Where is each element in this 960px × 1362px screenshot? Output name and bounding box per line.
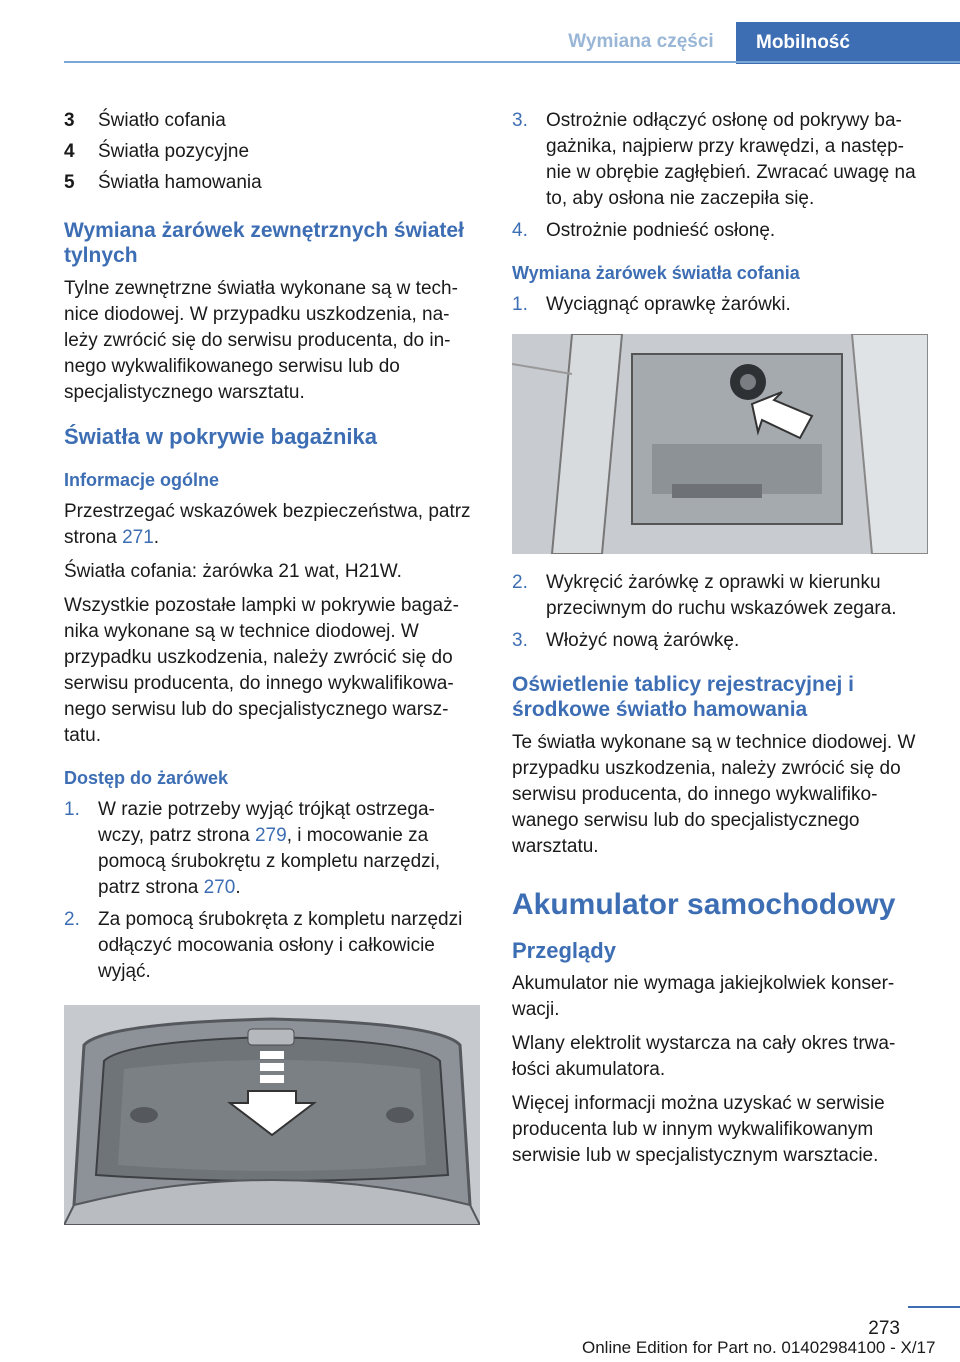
heading-trunk-lights: Światła w pokrywie bagażnika bbox=[64, 424, 377, 449]
legend-text: Światło cofania bbox=[98, 110, 226, 131]
header-rule bbox=[64, 61, 960, 63]
paragraph-inspection-3: Więcej informacji można uzyskać w serwisie producenta lub w innym wykwalifikowanym serwisie lub w specjalistycznym warsztacie. bbox=[512, 1093, 885, 1166]
step-number: 1. bbox=[512, 294, 528, 315]
step-item bbox=[512, 570, 928, 622]
paragraph-other-lamps: Wszystkie pozostałe lampki w pokrywie bagaż‐nika wykonane są w technice diodowej. W przypadku uszkodzenia, należy zwrócić się do serwisu producenta, do innego wykwalifikowa‐nego serwisu lub do specjalistycznego warsz‐tatu. bbox=[64, 595, 459, 746]
legend-item bbox=[64, 170, 480, 196]
step-text bbox=[98, 797, 480, 901]
step-item bbox=[512, 108, 928, 212]
step-text: Włożyć nową żarówkę. bbox=[546, 630, 740, 651]
heading-license-plate: Oświetlenie tablicy rejestracyjnej i środkowe światło hamowania bbox=[512, 673, 854, 721]
paragraph-reverse-bulb: Światła cofania: żarówka 21 wat, H21W. bbox=[64, 561, 402, 582]
bulb-holder-illustration bbox=[512, 334, 928, 554]
step-number: 3. bbox=[512, 110, 528, 131]
heading-rear-lights: Wymiana żarówek zewnętrznych świateł tylnych bbox=[64, 219, 464, 267]
paragraph-inspection-2: Wlany elektrolit wystarcza na cały okres trwa‐łości akumulatora. bbox=[512, 1033, 896, 1080]
page-number: 273 bbox=[868, 1318, 900, 1339]
legend-number: 4 bbox=[64, 141, 75, 162]
step-text-part: . bbox=[235, 877, 241, 898]
safety-end: . bbox=[153, 527, 160, 548]
legend-item bbox=[64, 108, 480, 134]
legend-text: Światła pozycyjne bbox=[98, 141, 250, 162]
bulb-holder-drawing bbox=[512, 334, 928, 554]
paragraph-inspection-1: Akumulator nie wymaga jakiejkolwiek konser‐wacji. bbox=[512, 973, 895, 1020]
paragraph-safety bbox=[64, 499, 480, 551]
legend-number: 5 bbox=[64, 172, 75, 193]
trunk-lid-illustration bbox=[64, 1005, 480, 1225]
step-text: Ostrożnie odłączyć osłonę od pokrywy ba‐gażnika, najpierw przy krawędzi, a następ‐nie w obrębie zagłębień. Zwracać uwagę na to, aby osłona nie zaczepiła się. bbox=[546, 110, 916, 209]
heading-general-info: Informacje ogólne bbox=[64, 470, 220, 490]
legend-number: 3 bbox=[64, 110, 75, 131]
header-chapter-tab: Mobilność bbox=[736, 22, 960, 64]
step-number: 3. bbox=[512, 630, 528, 651]
page-link-279[interactable]: 279 bbox=[254, 825, 287, 846]
heading-inspections: Przeglądy bbox=[512, 938, 616, 963]
step-item bbox=[64, 907, 480, 985]
step-item bbox=[64, 797, 480, 901]
trunk-lid-drawing bbox=[64, 1005, 480, 1225]
header-section-title: Wymiana części bbox=[568, 31, 714, 52]
heading-bulb-access: Dostęp do żarówek bbox=[64, 768, 229, 788]
footer-rule bbox=[908, 1306, 960, 1308]
step-text: Wykręcić żarówkę z oprawki w kierunku przeciwnym do ruchu wskazówek zegara. bbox=[546, 572, 897, 619]
step-text: Wyciągnąć oprawkę żarówki. bbox=[546, 294, 791, 315]
step-item bbox=[512, 292, 928, 318]
paragraph-license-plate: Te światła wykonane są w technice diodowej. W przypadku uszkodzenia, należy zwrócić się do serwisu producenta, do innego wykwalifiko‐wanego serwisu lub do specjalistycznego warsztatu. bbox=[512, 732, 916, 857]
step-text-part: , i mocowanie za pomocą śrubokrętu z kompletu narzędzi, patrz strona bbox=[98, 825, 441, 898]
step-number: 4. bbox=[512, 220, 528, 241]
left-column bbox=[64, 108, 480, 1239]
step-text: Ostrożnie podnieść osłonę. bbox=[546, 220, 776, 241]
legend-text: Światła hamowania bbox=[98, 172, 262, 193]
legend-list bbox=[64, 108, 480, 196]
page-link-271[interactable]: 271 bbox=[122, 527, 154, 548]
step-number: 2. bbox=[64, 909, 80, 930]
heading-reverse-bulb-replace: Wymiana żarówek światła cofania bbox=[512, 263, 800, 283]
heading-battery: Akumulator samochodowy bbox=[512, 888, 896, 921]
paragraph-rear-lights: Tylne zewnętrzne światła wykonane są w tech‐nice diodowej. W przypadku uszkodzenia, na‐leży zwrócić się do serwisu producenta, do in‐nego wykwalifikowanego serwisu lub do specjalistycznego warsztatu. bbox=[64, 278, 458, 403]
right-column bbox=[512, 108, 928, 1177]
step-number: 2. bbox=[512, 572, 528, 593]
safety-text: Przestrzegać wskazówek bezpieczeństwa, patrz strona bbox=[64, 501, 471, 548]
step-item bbox=[512, 628, 928, 654]
step-item bbox=[512, 218, 928, 244]
step-text: Za pomocą śrubokręta z kompletu narzędzi odłączyć mocowania osłony i całkowicie wyjąć. bbox=[98, 909, 463, 982]
legend-item bbox=[64, 139, 480, 165]
step-text-part: W razie potrzeby wyjąć trójkąt ostrzega‐wczy, patrz strona bbox=[98, 799, 435, 846]
page-link-270[interactable]: 270 bbox=[203, 877, 236, 898]
footer-edition: Online Edition for Part no. 01402984100 - X/17 bbox=[582, 1338, 936, 1357]
step-number: 1. bbox=[64, 799, 80, 820]
